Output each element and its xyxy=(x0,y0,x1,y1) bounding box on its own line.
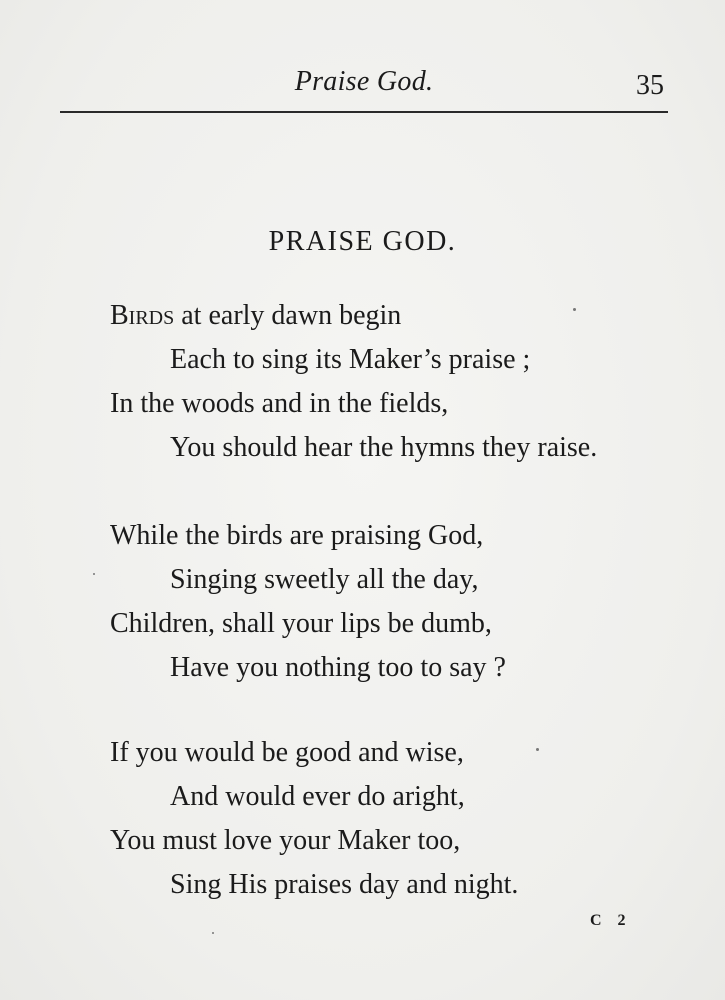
poem-line: Singing sweetly all the day, xyxy=(170,564,479,595)
poem-line: Have you nothing too to say ? xyxy=(170,652,506,683)
poem-line: You should hear the hymns they raise. xyxy=(170,432,598,463)
paper-speck xyxy=(93,573,95,575)
signature-mark: C 2 xyxy=(590,912,632,929)
poem-line: If you would be good and wise, xyxy=(110,737,464,768)
drop-word: Birds xyxy=(110,300,175,331)
poem-line: Sing His praises day and night. xyxy=(170,869,519,900)
poem-line: While the birds are praising God, xyxy=(110,520,484,551)
poem-line: And would ever do aright, xyxy=(170,781,465,812)
poem-title: PRAISE GOD. xyxy=(268,226,457,257)
running-title: Praise God. xyxy=(294,66,434,97)
stanza-3 xyxy=(110,731,710,907)
poem-line: Each to sing its Maker’s praise ; xyxy=(170,344,531,375)
running-head xyxy=(60,64,668,110)
paper-speck xyxy=(536,748,539,751)
header-rule xyxy=(60,111,668,113)
poem-line: In the woods and in the fields, xyxy=(110,388,449,419)
paper-speck xyxy=(573,308,576,311)
poem-line xyxy=(110,294,710,338)
poem-line: Children, shall your lips be dumb, xyxy=(110,608,492,639)
stanza-1 xyxy=(110,294,710,470)
poem-line: You must love your Maker too, xyxy=(110,825,461,856)
line-text: at early dawn begin xyxy=(174,300,402,331)
page-number: 35 xyxy=(636,70,664,101)
paper-speck xyxy=(212,932,214,934)
stanza-2 xyxy=(110,514,710,690)
